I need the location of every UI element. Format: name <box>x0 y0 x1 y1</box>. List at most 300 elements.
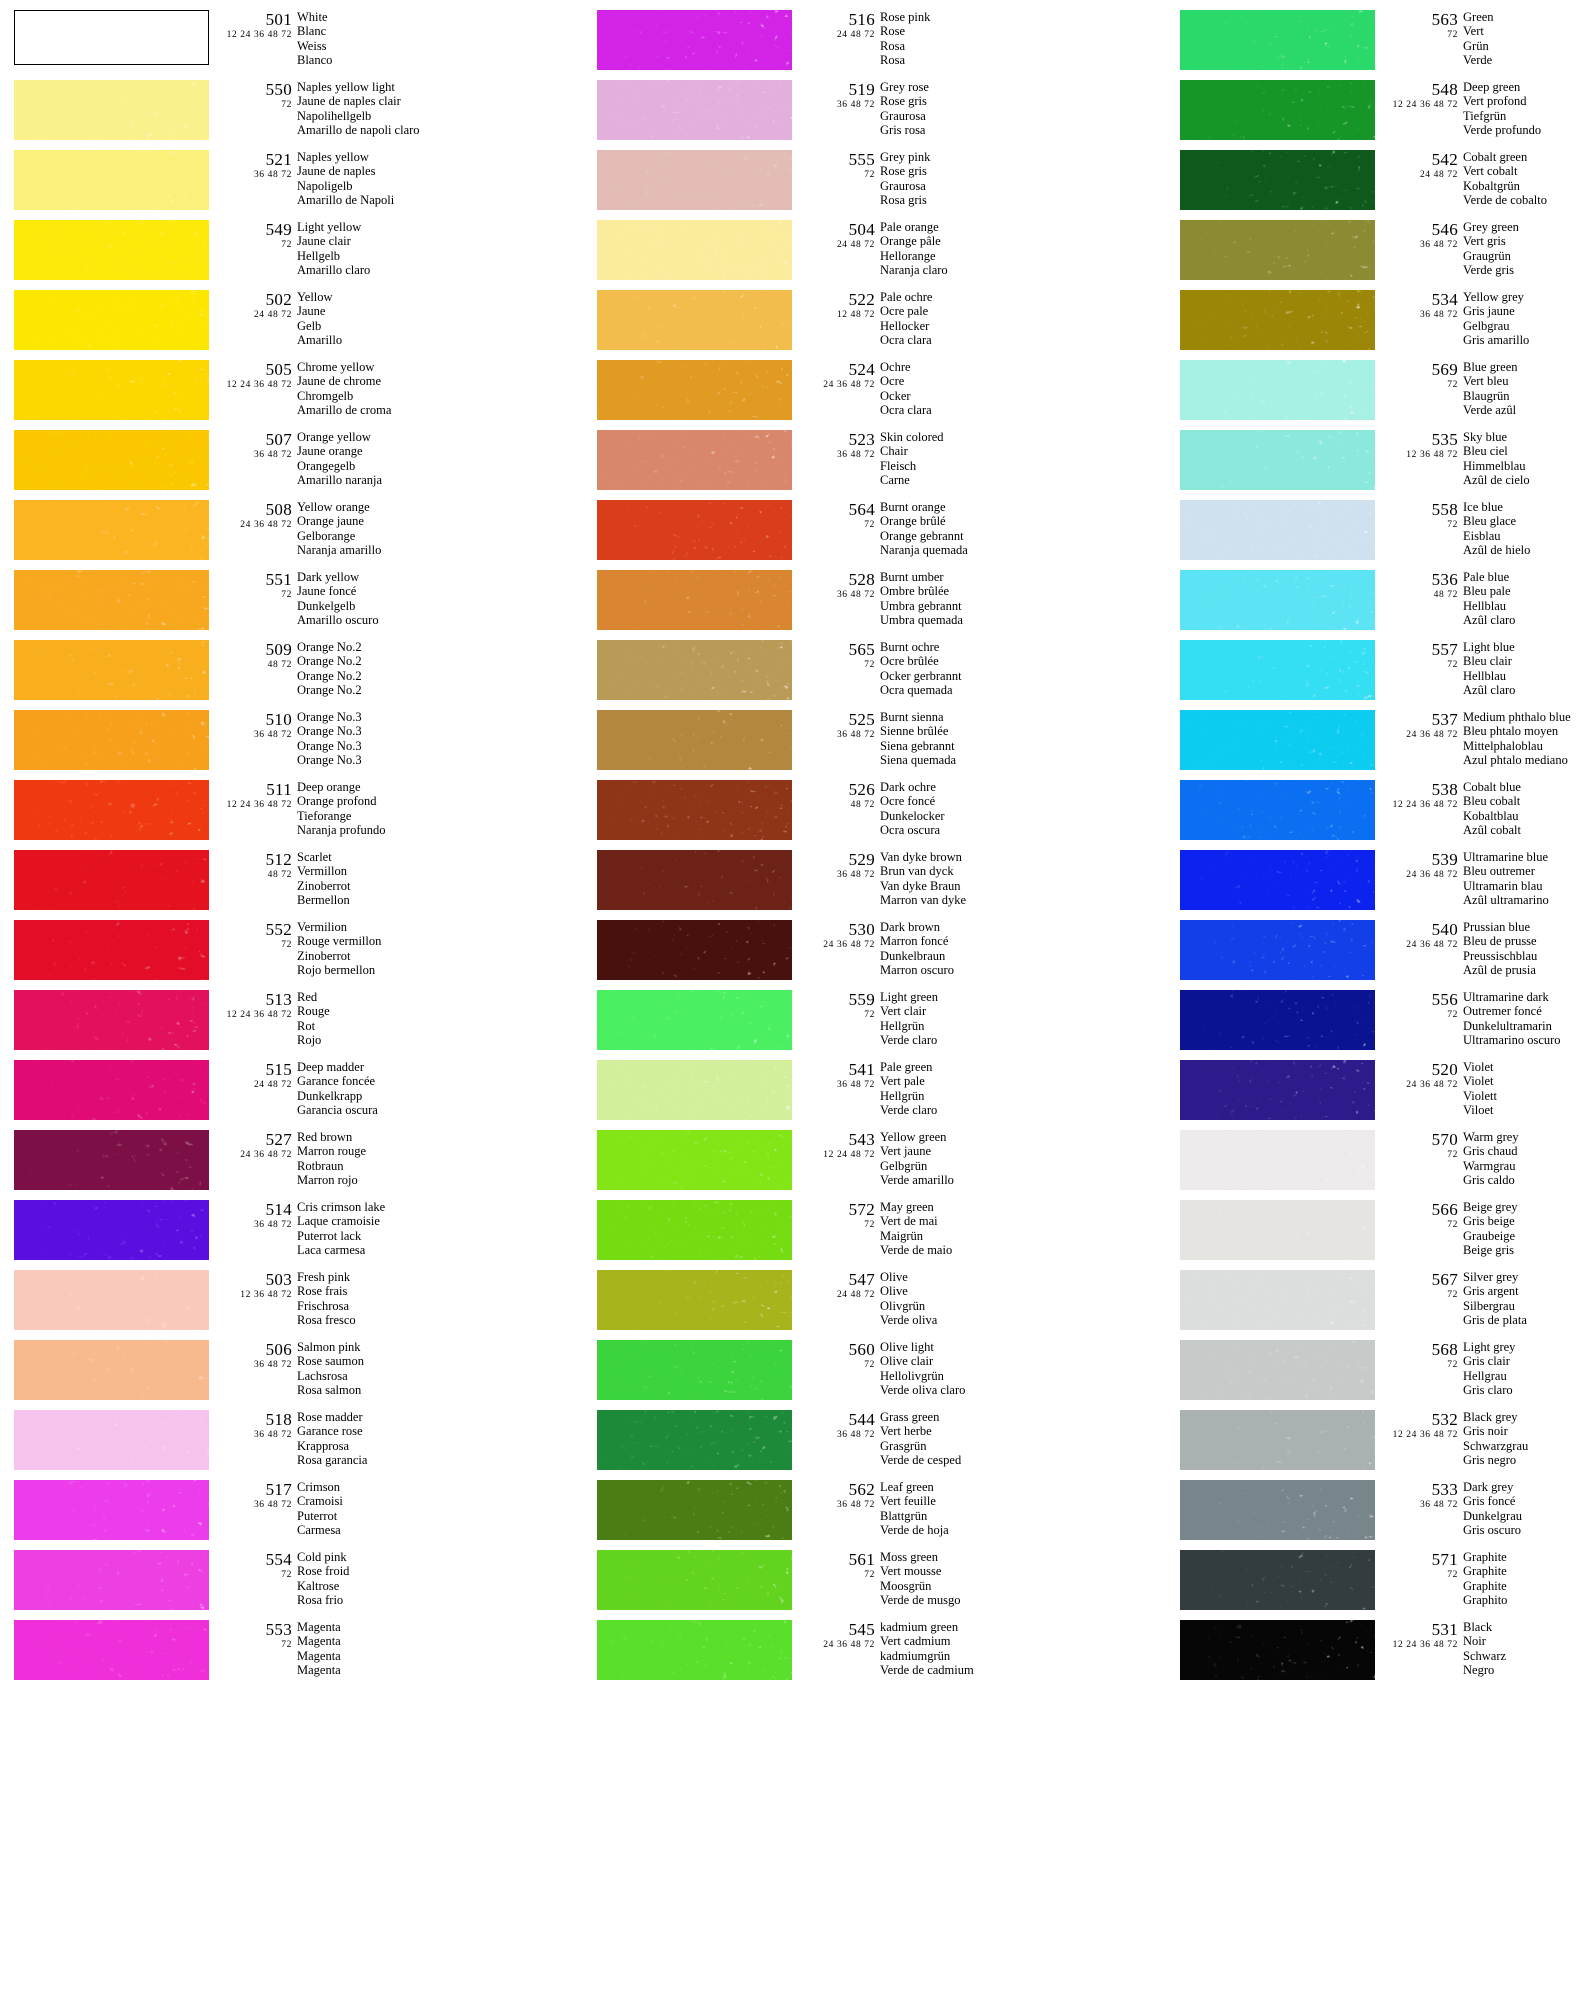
name-de: Blattgrün <box>880 1508 928 1523</box>
name-en: Violet <box>1463 1060 1494 1074</box>
color-code-block <box>1379 570 1463 601</box>
color-code-block <box>1379 1550 1463 1581</box>
name-fr: Jaune orange <box>297 444 363 459</box>
name-en: Silver grey <box>1463 1270 1519 1284</box>
color-swatch-wrap <box>14 640 209 700</box>
name-es: Amarillo de Napoli <box>297 192 395 207</box>
color-swatch <box>14 1270 209 1330</box>
color-swatch <box>597 1620 792 1680</box>
color-names <box>880 990 981 1047</box>
name-en: Yellow green <box>880 1130 947 1144</box>
name-de: Olivgrün <box>880 1298 926 1313</box>
color-swatch-wrap <box>1180 1060 1375 1120</box>
name-es: Verde oliva <box>880 1312 938 1327</box>
color-entry <box>1180 920 1564 989</box>
name-fr: Bleu de prusse <box>1463 934 1537 949</box>
color-swatch-wrap <box>1180 1550 1375 1610</box>
color-swatch-wrap <box>1180 710 1375 770</box>
color-swatch-wrap <box>597 1130 792 1190</box>
color-entry <box>1180 220 1564 289</box>
color-number: 554 <box>265 1550 292 1569</box>
name-de: Fleisch <box>880 458 917 473</box>
color-swatch-wrap <box>597 1410 792 1470</box>
color-swatch-wrap <box>1180 570 1375 630</box>
set-sizes: 72 <box>1447 1570 1458 1580</box>
color-entry <box>14 80 420 149</box>
set-sizes: 48 72 <box>267 660 292 670</box>
name-es: Ultramarino oscuro <box>1463 1032 1561 1047</box>
color-entry <box>597 1270 981 1339</box>
color-names <box>1463 10 1564 67</box>
color-names <box>297 1270 398 1327</box>
name-fr: Vert gris <box>1463 234 1506 249</box>
color-entry <box>1180 290 1564 359</box>
swatch-texture <box>1180 570 1375 630</box>
name-de: Preussischblau <box>1463 948 1538 963</box>
name-fr: Violet <box>1463 1074 1494 1089</box>
color-swatch-wrap <box>1180 1480 1375 1540</box>
swatch-texture <box>597 990 792 1050</box>
color-swatch <box>597 1130 792 1190</box>
color-code-block <box>1379 920 1463 951</box>
color-swatch-wrap <box>597 1200 792 1260</box>
column-3 <box>1180 10 1571 1690</box>
name-es: Verde de cesped <box>880 1452 962 1467</box>
set-sizes: 36 48 72 <box>253 1500 292 1510</box>
color-swatch <box>597 1200 792 1260</box>
color-entry <box>597 850 981 919</box>
set-sizes: 24 36 48 72 <box>240 1150 292 1160</box>
name-es: Gris oscuro <box>1463 1522 1521 1537</box>
color-swatch <box>1180 150 1375 210</box>
name-de: Dunkelgrau <box>1463 1508 1523 1523</box>
swatch-texture <box>14 1410 209 1470</box>
color-number: 537 <box>1431 710 1458 729</box>
set-sizes: 12 24 36 48 72 <box>1392 800 1458 810</box>
color-code-block <box>796 1060 880 1091</box>
swatch-texture <box>14 570 209 630</box>
color-number: 502 <box>265 290 292 309</box>
name-de: Van dyke Braun <box>880 878 961 893</box>
color-names <box>880 290 981 347</box>
set-sizes: 36 48 72 <box>253 1430 292 1440</box>
color-meta <box>209 10 398 67</box>
color-swatch-wrap <box>14 1200 209 1260</box>
swatch-texture <box>597 1130 792 1190</box>
name-en: Cobalt blue <box>1463 780 1521 794</box>
name-de: Orangegelb <box>297 458 356 473</box>
name-es: Verde gris <box>1463 262 1515 277</box>
color-number: 508 <box>265 500 292 519</box>
name-fr: Bleu ciel <box>1463 444 1508 459</box>
set-sizes: 36 48 72 <box>1419 310 1458 320</box>
color-entry <box>1180 1130 1564 1199</box>
color-swatch-wrap <box>1180 1410 1375 1470</box>
name-fr: Jaune de naples <box>297 164 376 179</box>
color-number: 526 <box>848 780 875 799</box>
name-en: Crimson <box>297 1480 341 1494</box>
name-es: Rosa fresco <box>297 1312 356 1327</box>
color-number: 561 <box>848 1550 875 1569</box>
color-entry <box>597 1410 981 1479</box>
name-es: Beige gris <box>1463 1242 1515 1257</box>
color-code-block <box>796 1270 880 1301</box>
color-swatch-wrap <box>597 1550 792 1610</box>
name-en: Burnt orange <box>880 500 946 514</box>
swatch-texture <box>1180 1410 1375 1470</box>
color-code-block <box>796 920 880 951</box>
name-es: Rosa frio <box>297 1592 344 1607</box>
color-code-block <box>213 1060 297 1091</box>
color-entry <box>14 570 398 639</box>
color-entry <box>597 360 981 429</box>
name-fr: Rose gris <box>880 164 927 179</box>
color-swatch-wrap <box>1180 360 1375 420</box>
set-sizes: 48 72 <box>1433 590 1458 600</box>
color-swatch-wrap <box>14 990 209 1050</box>
color-entry <box>14 360 398 429</box>
color-swatch <box>1180 80 1375 140</box>
color-code-block <box>1379 290 1463 321</box>
set-sizes: 24 48 72 <box>836 240 875 250</box>
name-en: Pale orange <box>880 220 939 234</box>
color-code-block <box>213 1550 297 1581</box>
color-meta <box>1375 570 1564 627</box>
name-en: Green <box>1463 10 1494 24</box>
name-fr: Vert clair <box>880 1004 927 1019</box>
set-sizes: 36 48 72 <box>253 1220 292 1230</box>
color-entry <box>14 500 398 569</box>
name-de: Rotbraun <box>297 1158 344 1173</box>
color-meta <box>209 1130 398 1187</box>
name-de: Weiss <box>297 38 327 53</box>
color-swatch <box>14 1410 209 1470</box>
name-en: Magenta <box>297 1620 341 1634</box>
color-number: 534 <box>1431 290 1458 309</box>
name-fr: Cramoisi <box>297 1494 343 1509</box>
color-meta <box>209 640 398 697</box>
swatch-texture <box>14 220 209 280</box>
name-es: Carne <box>880 472 910 487</box>
color-swatch-wrap <box>597 780 792 840</box>
color-swatch <box>14 1200 209 1260</box>
color-meta <box>209 360 398 417</box>
color-meta <box>209 1410 398 1467</box>
color-number: 548 <box>1431 80 1458 99</box>
set-sizes: 36 48 72 <box>836 1430 875 1440</box>
color-code-block <box>213 990 297 1021</box>
name-fr: Vert herbe <box>880 1424 932 1439</box>
color-code-block <box>796 1130 880 1161</box>
color-entry <box>1180 780 1564 849</box>
color-swatch-wrap <box>1180 1340 1375 1400</box>
swatch-texture <box>1180 1340 1375 1400</box>
color-swatch <box>1180 780 1375 840</box>
color-code-block <box>796 1410 880 1441</box>
color-code-block <box>796 430 880 461</box>
color-entry <box>14 430 398 499</box>
color-entry <box>597 1480 981 1549</box>
color-swatch-wrap <box>1180 1130 1375 1190</box>
color-names <box>880 850 981 907</box>
name-es: Rojo <box>297 1032 322 1047</box>
swatch-texture <box>14 360 209 420</box>
name-en: Cris crimson lake <box>297 1200 386 1214</box>
color-entry <box>1180 1200 1564 1269</box>
color-number: 517 <box>265 1480 292 1499</box>
color-number: 504 <box>848 220 875 239</box>
color-code-block <box>1379 1620 1463 1651</box>
name-fr: Jaune clair <box>297 234 351 249</box>
name-fr: Gris beige <box>1463 1214 1515 1229</box>
set-sizes: 36 48 72 <box>836 100 875 110</box>
color-code-block <box>1379 1060 1463 1091</box>
color-entry <box>14 710 398 779</box>
name-en: kadmium green <box>880 1620 959 1634</box>
name-de: Dunkelkrapp <box>297 1088 363 1103</box>
swatch-texture <box>597 150 792 210</box>
name-en: Ochre <box>880 360 911 374</box>
name-de: Ultramarin blau <box>1463 878 1543 893</box>
name-fr: Vert bleu <box>1463 374 1509 389</box>
swatch-texture <box>1180 640 1375 700</box>
color-swatch-wrap <box>597 290 792 350</box>
name-de: Mittelphaloblau <box>1463 738 1543 753</box>
color-swatch <box>14 150 209 210</box>
color-meta <box>1375 850 1564 907</box>
color-meta <box>792 220 981 277</box>
color-code-block <box>213 710 297 741</box>
color-entry <box>1180 1270 1564 1339</box>
color-swatch <box>597 1480 792 1540</box>
set-sizes: 12 24 36 48 72 <box>1392 100 1458 110</box>
swatch-texture <box>14 1550 209 1610</box>
color-entry <box>597 220 981 289</box>
color-number: 540 <box>1431 920 1458 939</box>
color-code-block <box>213 1410 297 1441</box>
color-names <box>297 1340 398 1397</box>
color-swatch-wrap <box>1180 850 1375 910</box>
color-swatch-wrap <box>597 990 792 1050</box>
color-number: 531 <box>1431 1620 1458 1639</box>
swatch-texture <box>597 920 792 980</box>
name-es: Naranja amarillo <box>297 542 382 557</box>
name-de: Umbra gebrannt <box>880 598 962 613</box>
name-en: Yellow <box>297 290 333 304</box>
name-en: Pale blue <box>1463 570 1510 584</box>
color-code-block <box>796 990 880 1021</box>
color-number: 511 <box>266 780 292 799</box>
color-swatch-wrap <box>14 1270 209 1330</box>
set-sizes: 24 36 48 72 <box>1406 870 1458 880</box>
color-names <box>880 1060 981 1117</box>
color-entry <box>14 1410 398 1479</box>
color-swatch <box>14 1550 209 1610</box>
name-en: Vermilion <box>297 920 347 934</box>
set-sizes: 72 <box>1447 1360 1458 1370</box>
name-de: Violett <box>1463 1088 1497 1103</box>
color-code-block <box>1379 990 1463 1021</box>
swatch-texture <box>14 850 209 910</box>
color-number: 555 <box>848 150 875 169</box>
name-fr: Jaune de chrome <box>297 374 381 389</box>
color-swatch <box>597 640 792 700</box>
name-es: Gris claro <box>1463 1382 1513 1397</box>
color-names <box>297 850 398 907</box>
color-names <box>1463 500 1564 557</box>
color-meta <box>1375 360 1564 417</box>
color-number: 572 <box>848 1200 875 1219</box>
color-entry <box>597 150 981 219</box>
color-entry <box>597 500 981 569</box>
name-en: Grey rose <box>880 80 929 94</box>
color-names <box>1463 220 1564 277</box>
name-de: Hellblau <box>1463 668 1507 683</box>
swatch-texture <box>1180 500 1375 560</box>
name-de: Gelbgrau <box>1463 318 1510 333</box>
swatch-texture <box>597 1060 792 1120</box>
color-code-block <box>213 1270 297 1301</box>
name-es: Amarillo <box>297 332 343 347</box>
color-swatch <box>1180 1480 1375 1540</box>
color-names <box>880 80 981 137</box>
color-code-block <box>213 1200 297 1231</box>
color-swatch-wrap <box>597 360 792 420</box>
swatch-base-color <box>15 11 208 64</box>
color-meta <box>792 1200 981 1257</box>
name-fr: Vert de mai <box>880 1214 938 1229</box>
name-es: Naranja claro <box>880 262 948 277</box>
color-meta <box>1375 710 1571 767</box>
color-meta <box>792 430 981 487</box>
color-number: 529 <box>848 850 875 869</box>
name-en: Dark ochre <box>880 780 936 794</box>
color-names <box>880 570 981 627</box>
color-code-block <box>1379 220 1463 251</box>
color-swatch-wrap <box>1180 220 1375 280</box>
color-entry <box>1180 850 1564 919</box>
color-entry <box>1180 500 1564 569</box>
color-names <box>1463 850 1564 907</box>
name-fr: Orange No.3 <box>297 724 362 739</box>
color-swatch <box>1180 360 1375 420</box>
color-meta <box>792 710 981 767</box>
color-meta <box>792 570 981 627</box>
color-number: 518 <box>265 1410 292 1429</box>
color-names <box>1463 1620 1564 1677</box>
set-sizes: 12 24 36 48 72 <box>226 30 292 40</box>
color-code-block <box>1379 1410 1463 1441</box>
color-swatch-wrap <box>597 850 792 910</box>
name-de: Hellgrün <box>880 1018 925 1033</box>
set-sizes: 72 <box>1447 30 1458 40</box>
color-meta <box>1375 500 1564 557</box>
name-fr: Ocre pale <box>880 304 929 319</box>
name-en: Yellow grey <box>1463 290 1524 304</box>
color-swatch-wrap <box>14 290 209 350</box>
name-de: Frischrosa <box>297 1298 350 1313</box>
name-fr: Gris argent <box>1463 1284 1519 1299</box>
set-sizes: 24 48 72 <box>253 310 292 320</box>
name-de: Magenta <box>297 1648 341 1663</box>
color-number: 559 <box>848 990 875 1009</box>
color-meta <box>792 150 981 207</box>
color-meta <box>792 500 981 557</box>
color-number: 520 <box>1431 1060 1458 1079</box>
name-es: Gris amarillo <box>1463 332 1530 347</box>
color-names <box>297 1550 398 1607</box>
set-sizes: 36 48 72 <box>1419 1500 1458 1510</box>
color-entry <box>14 780 398 849</box>
color-meta <box>792 1130 981 1187</box>
color-names <box>880 1410 981 1467</box>
color-names <box>1463 570 1564 627</box>
color-swatch-wrap <box>597 640 792 700</box>
set-sizes: 36 48 72 <box>1419 240 1458 250</box>
name-de: Orange No.2 <box>297 668 362 683</box>
color-code-block <box>796 10 880 41</box>
color-meta <box>792 1550 981 1607</box>
set-sizes: 36 48 72 <box>836 870 875 880</box>
color-number: 507 <box>265 430 292 449</box>
color-entry <box>597 1620 981 1689</box>
color-code-block <box>796 710 880 741</box>
color-entry <box>597 920 981 989</box>
name-de: Dunkelgelb <box>297 598 356 613</box>
name-de: Rosa <box>880 38 905 53</box>
color-names <box>297 290 398 347</box>
name-es: Ocra quemada <box>880 682 953 697</box>
name-de: Graugrün <box>1463 248 1511 263</box>
color-meta <box>792 290 981 347</box>
color-entry <box>597 1340 981 1409</box>
set-sizes: 24 48 72 <box>253 1080 292 1090</box>
color-entry <box>1180 990 1564 1059</box>
color-meta <box>1375 1550 1564 1607</box>
set-sizes: 36 48 72 <box>836 590 875 600</box>
name-fr: Rose saumon <box>297 1354 365 1369</box>
name-de: Hellolivgrün <box>880 1368 944 1383</box>
color-meta <box>1375 80 1564 137</box>
name-de: Graurosa <box>880 178 926 193</box>
swatch-texture <box>597 290 792 350</box>
color-number: 538 <box>1431 780 1458 799</box>
color-code-block <box>213 920 297 951</box>
color-code-block <box>1379 500 1463 531</box>
color-swatch <box>1180 710 1375 770</box>
set-sizes: 36 48 72 <box>836 450 875 460</box>
color-swatch-wrap <box>1180 920 1375 980</box>
name-fr: Vert profond <box>1463 94 1527 109</box>
name-en: Naples yellow light <box>297 80 395 94</box>
color-names <box>880 150 981 207</box>
color-entry <box>1180 1410 1564 1479</box>
name-en: Burnt sienna <box>880 710 944 724</box>
set-sizes: 24 36 48 72 <box>240 520 292 530</box>
name-de: Zinoberrot <box>297 878 351 893</box>
set-sizes: 72 <box>864 1570 875 1580</box>
name-es: Verde claro <box>880 1032 938 1047</box>
color-code-block <box>1379 1480 1463 1511</box>
set-sizes: 72 <box>281 940 292 950</box>
color-swatch <box>14 1340 209 1400</box>
name-es: Azûl claro <box>1463 612 1516 627</box>
color-names <box>297 920 398 977</box>
name-de: Ocker gerbrannt <box>880 668 962 683</box>
name-fr: Bleu glace <box>1463 514 1517 529</box>
name-en: Chrome yellow <box>297 360 375 374</box>
swatch-texture <box>14 710 209 770</box>
